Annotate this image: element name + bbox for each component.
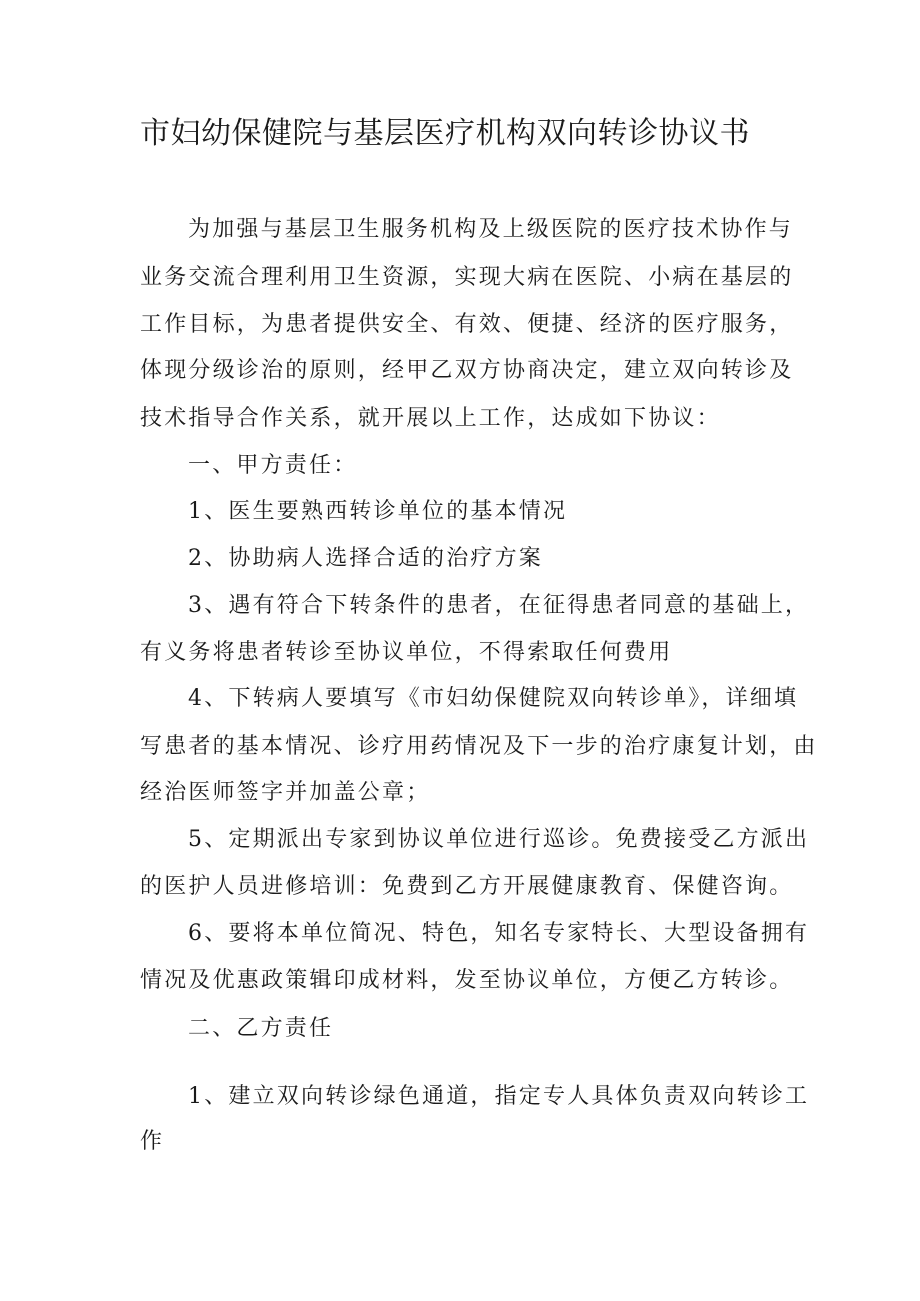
section-a-item-6-line-1: 6、要将本单位简况、特色，知名专家特长、大型设备拥有 <box>188 921 810 946</box>
section-a-item-3-line-1: 3、遇有符合下转条件的患者，在征得患者同意的基础上， <box>188 593 810 618</box>
section-a-item-4-line-3: 经治医师签字并加盖公章； <box>140 780 431 805</box>
section-a-item-2: 2、协助病人选择合适的治疗方案 <box>188 546 543 571</box>
intro-line-3: 工作目标，为患者提供安全、有效、便捷、经济的医疗服务， <box>140 312 794 337</box>
section-b-item-1-line-2: 作 <box>140 1129 165 1154</box>
section-a-item-4-line-2: 写患者的基本情况、诊疗用药情况及下一步的治疗康复计划，由 <box>140 734 818 759</box>
section-a-item-3-line-2: 有义务将患者转诊至协议单位，不得索取任何费用 <box>140 640 673 665</box>
section-a-item-4-line-1: 4、下转病人要填写《市妇幼保健院双向转诊单》，详细填 <box>188 686 799 711</box>
section-a-heading: 一、甲方责任： <box>188 453 358 478</box>
intro-line-5: 技术指导合作关系，就开展以上工作，达成如下协议： <box>140 406 721 431</box>
intro-line-2: 业务交流合理利用卫生资源，实现大病在医院、小病在基层的 <box>140 265 794 290</box>
document-title: 市妇幼保健院与基层医疗机构双向转诊协议书 <box>140 116 750 151</box>
section-a-item-5-line-1: 5、定期派出专家到协议单位进行巡诊。免费接受乙方派出 <box>188 827 810 852</box>
section-a-item-5-line-2: 的医护人员进修培训：免费到乙方开展健康教育、保健咨询。 <box>140 874 794 899</box>
intro-line-1: 为加强与基层卫生服务机构及上级医院的医疗技术协作与 <box>188 217 794 242</box>
section-a-item-1: 1、医生要熟西转诊单位的基本情况 <box>188 499 568 524</box>
intro-line-4: 体现分级诊治的原则，经甲乙双方协商决定，建立双向转诊及 <box>140 358 794 383</box>
section-b-item-1-line-1: 1、建立双向转诊绿色通道，指定专人具体负责双向转诊工 <box>188 1084 810 1109</box>
section-a-item-6-line-2: 情况及优惠政策辑印成材料，发至协议单位，方便乙方转诊。 <box>140 968 794 993</box>
section-b-heading: 二、乙方责任 <box>188 1016 334 1041</box>
